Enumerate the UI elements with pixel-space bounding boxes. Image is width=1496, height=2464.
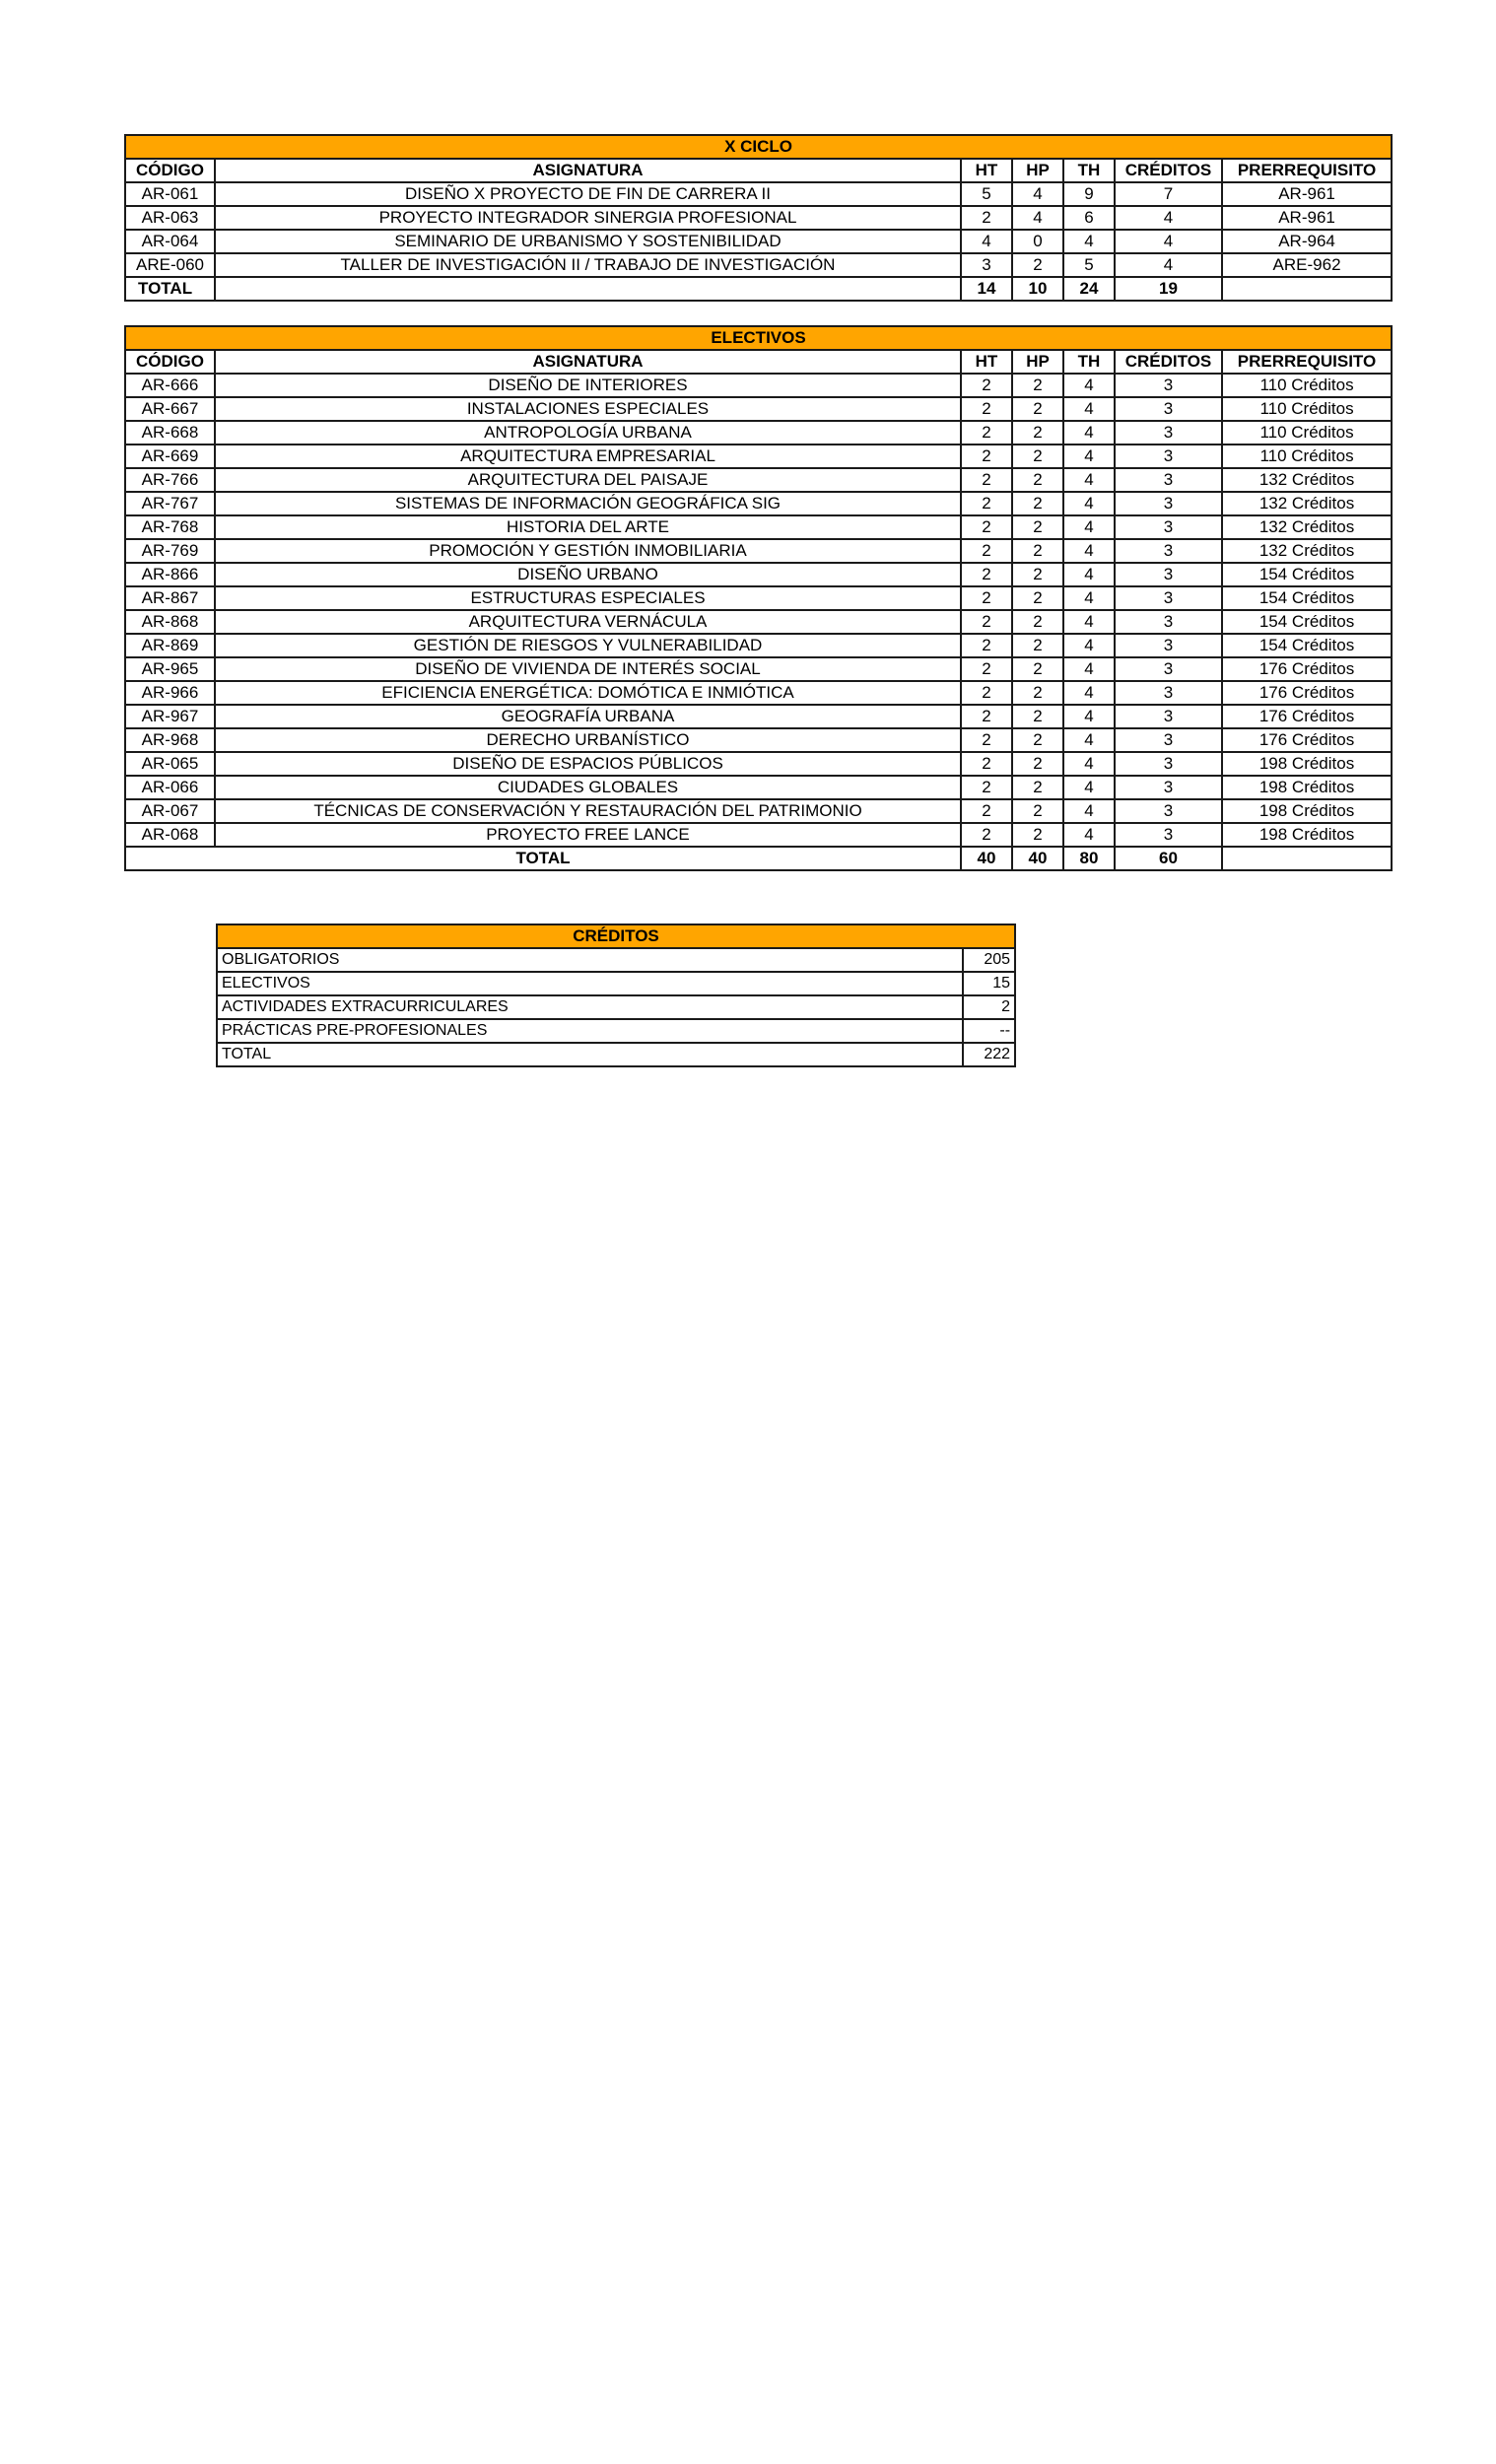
- asignatura-cell: DISEÑO DE INTERIORES: [215, 374, 961, 397]
- ht-cell: 2: [961, 823, 1012, 847]
- creditos-cell: 3: [1115, 563, 1222, 586]
- codigo-cell: AR-967: [125, 705, 215, 728]
- th-cell: 4: [1063, 823, 1115, 847]
- electivos-title: ELECTIVOS: [125, 326, 1392, 350]
- th-cell: 4: [1063, 397, 1115, 421]
- creditos-label-cell: TOTAL: [217, 1043, 963, 1066]
- total-th: 24: [1063, 277, 1115, 301]
- creditos-label-cell: ACTIVIDADES EXTRACURRICULARES: [217, 995, 963, 1019]
- header-asignatura: ASIGNATURA: [215, 350, 961, 374]
- hp-cell: 2: [1012, 586, 1063, 610]
- prerrequisito-cell: 176 Créditos: [1222, 681, 1392, 705]
- table-row: [125, 421, 1392, 445]
- table-title-row: [217, 924, 1015, 948]
- ht-cell: 4: [961, 230, 1012, 253]
- th-cell: 4: [1063, 610, 1115, 634]
- total-hp: 10: [1012, 277, 1063, 301]
- table-row: [217, 948, 1015, 972]
- hp-cell: 2: [1012, 468, 1063, 492]
- creditos-cell: 3: [1115, 657, 1222, 681]
- creditos-cell: 3: [1115, 445, 1222, 468]
- header-th: TH: [1063, 350, 1115, 374]
- codigo-cell: AR-067: [125, 799, 215, 823]
- ht-cell: 2: [961, 776, 1012, 799]
- hp-cell: 2: [1012, 445, 1063, 468]
- table-row: [125, 705, 1392, 728]
- total-creditos: 60: [1115, 847, 1222, 870]
- hp-cell: 4: [1012, 182, 1063, 206]
- prerrequisito-cell: 198 Créditos: [1222, 776, 1392, 799]
- creditos-value-cell: 2: [963, 995, 1015, 1019]
- header-codigo: CÓDIGO: [125, 159, 215, 182]
- hp-cell: 2: [1012, 657, 1063, 681]
- prerrequisito-cell: 176 Créditos: [1222, 728, 1392, 752]
- asignatura-cell: ESTRUCTURAS ESPECIALES: [215, 586, 961, 610]
- prerrequisito-cell: AR-961: [1222, 206, 1392, 230]
- table-row: [125, 634, 1392, 657]
- th-cell: 4: [1063, 776, 1115, 799]
- table-row: [217, 1043, 1015, 1066]
- header-prerrequisito: PRERREQUISITO: [1222, 350, 1392, 374]
- ht-cell: 2: [961, 657, 1012, 681]
- ht-cell: 5: [961, 182, 1012, 206]
- codigo-cell: AR-767: [125, 492, 215, 515]
- th-cell: 4: [1063, 657, 1115, 681]
- asignatura-cell: PROYECTO INTEGRADOR SINERGIA PROFESIONAL: [215, 206, 961, 230]
- codigo-cell: AR-065: [125, 752, 215, 776]
- prerrequisito-cell: 110 Créditos: [1222, 445, 1392, 468]
- ht-cell: 2: [961, 468, 1012, 492]
- th-cell: 4: [1063, 492, 1115, 515]
- creditos-cell: 7: [1115, 182, 1222, 206]
- asignatura-cell: DISEÑO DE VIVIENDA DE INTERÉS SOCIAL: [215, 657, 961, 681]
- table-row: [125, 515, 1392, 539]
- prerrequisito-cell: ARE-962: [1222, 253, 1392, 277]
- table-row: [125, 752, 1392, 776]
- ht-cell: 2: [961, 752, 1012, 776]
- creditos-value-cell: --: [963, 1019, 1015, 1043]
- asignatura-cell: DISEÑO X PROYECTO DE FIN DE CARRERA II: [215, 182, 961, 206]
- codigo-cell: AR-769: [125, 539, 215, 563]
- asignatura-cell: ANTROPOLOGÍA URBANA: [215, 421, 961, 445]
- header-creditos: CRÉDITOS: [1115, 159, 1222, 182]
- table-row: [125, 728, 1392, 752]
- th-cell: 4: [1063, 681, 1115, 705]
- table-row: [125, 823, 1392, 847]
- prerrequisito-cell: 110 Créditos: [1222, 374, 1392, 397]
- total-creditos: 19: [1115, 277, 1222, 301]
- creditos-cell: 3: [1115, 421, 1222, 445]
- creditos-cell: 3: [1115, 468, 1222, 492]
- creditos-cell: 3: [1115, 728, 1222, 752]
- table-title-row: [125, 135, 1392, 159]
- th-cell: 4: [1063, 539, 1115, 563]
- table-row: [125, 374, 1392, 397]
- table-row: [217, 972, 1015, 995]
- asignatura-cell: DISEÑO URBANO: [215, 563, 961, 586]
- creditos-title: CRÉDITOS: [217, 924, 1015, 948]
- total-row: [125, 277, 1392, 301]
- header-hp: HP: [1012, 159, 1063, 182]
- asignatura-cell: ARQUITECTURA VERNÁCULA: [215, 610, 961, 634]
- asignatura-cell: PROYECTO FREE LANCE: [215, 823, 961, 847]
- ht-cell: 2: [961, 374, 1012, 397]
- prerrequisito-cell: AR-961: [1222, 182, 1392, 206]
- creditos-cell: 3: [1115, 397, 1222, 421]
- creditos-cell: 3: [1115, 799, 1222, 823]
- header-creditos: CRÉDITOS: [1115, 350, 1222, 374]
- asignatura-cell: SEMINARIO DE URBANISMO Y SOSTENIBILIDAD: [215, 230, 961, 253]
- header-codigo: CÓDIGO: [125, 350, 215, 374]
- ht-cell: 2: [961, 705, 1012, 728]
- table-row: [125, 468, 1392, 492]
- table-title-row: [125, 326, 1392, 350]
- ht-cell: 2: [961, 610, 1012, 634]
- table-row: [125, 657, 1392, 681]
- codigo-cell: AR-667: [125, 397, 215, 421]
- hp-cell: 2: [1012, 634, 1063, 657]
- ht-cell: 2: [961, 539, 1012, 563]
- electivos-body: [125, 374, 1392, 847]
- table-row: [125, 681, 1392, 705]
- hp-cell: 2: [1012, 374, 1063, 397]
- table-row: [217, 995, 1015, 1019]
- th-cell: 4: [1063, 421, 1115, 445]
- table-row: [125, 253, 1392, 277]
- hp-cell: 2: [1012, 823, 1063, 847]
- table-row: [125, 206, 1392, 230]
- creditos-label-cell: ELECTIVOS: [217, 972, 963, 995]
- header-th: TH: [1063, 159, 1115, 182]
- prerrequisito-cell: 132 Créditos: [1222, 515, 1392, 539]
- creditos-value-cell: 15: [963, 972, 1015, 995]
- th-cell: 4: [1063, 468, 1115, 492]
- th-cell: 9: [1063, 182, 1115, 206]
- ht-cell: 2: [961, 492, 1012, 515]
- prerrequisito-cell: 110 Créditos: [1222, 421, 1392, 445]
- creditos-value-cell: 205: [963, 948, 1015, 972]
- table-row: [125, 586, 1392, 610]
- asignatura-cell: GESTIÓN DE RIESGOS Y VULNERABILIDAD: [215, 634, 961, 657]
- x-ciclo-body: [125, 182, 1392, 277]
- codigo-cell: AR-965: [125, 657, 215, 681]
- codigo-cell: AR-968: [125, 728, 215, 752]
- th-cell: 4: [1063, 586, 1115, 610]
- th-cell: 4: [1063, 705, 1115, 728]
- creditos-cell: 3: [1115, 681, 1222, 705]
- creditos-cell: 3: [1115, 374, 1222, 397]
- total-ht: 40: [961, 847, 1012, 870]
- table-row: [125, 539, 1392, 563]
- total-row: [125, 847, 1392, 870]
- codigo-cell: AR-867: [125, 586, 215, 610]
- th-cell: 6: [1063, 206, 1115, 230]
- asignatura-cell: INSTALACIONES ESPECIALES: [215, 397, 961, 421]
- prerrequisito-cell: 154 Créditos: [1222, 563, 1392, 586]
- hp-cell: 2: [1012, 681, 1063, 705]
- codigo-cell: AR-061: [125, 182, 215, 206]
- total-th: 80: [1063, 847, 1115, 870]
- creditos-cell: 3: [1115, 539, 1222, 563]
- creditos-cell: 3: [1115, 586, 1222, 610]
- prerrequisito-cell: 132 Créditos: [1222, 492, 1392, 515]
- hp-cell: 2: [1012, 799, 1063, 823]
- prerrequisito-cell: 198 Créditos: [1222, 752, 1392, 776]
- hp-cell: 0: [1012, 230, 1063, 253]
- ht-cell: 2: [961, 681, 1012, 705]
- ht-cell: 2: [961, 799, 1012, 823]
- asignatura-cell: EFICIENCIA ENERGÉTICA: DOMÓTICA E INMIÓTICA: [215, 681, 961, 705]
- ht-cell: 2: [961, 634, 1012, 657]
- prerrequisito-cell: 176 Créditos: [1222, 657, 1392, 681]
- ht-cell: 2: [961, 206, 1012, 230]
- total-empty: [215, 277, 961, 301]
- prerrequisito-cell: 154 Créditos: [1222, 610, 1392, 634]
- th-cell: 4: [1063, 752, 1115, 776]
- codigo-cell: AR-868: [125, 610, 215, 634]
- codigo-cell: AR-766: [125, 468, 215, 492]
- th-cell: 4: [1063, 230, 1115, 253]
- th-cell: 4: [1063, 563, 1115, 586]
- prerrequisito-cell: 110 Créditos: [1222, 397, 1392, 421]
- th-cell: 5: [1063, 253, 1115, 277]
- total-prerrequisito-empty: [1222, 847, 1392, 870]
- ht-cell: 2: [961, 421, 1012, 445]
- codigo-cell: AR-668: [125, 421, 215, 445]
- asignatura-cell: GEOGRAFÍA URBANA: [215, 705, 961, 728]
- table-row: [125, 230, 1392, 253]
- creditos-value-cell: 222: [963, 1043, 1015, 1066]
- total-prerrequisito-empty: [1222, 277, 1392, 301]
- codigo-cell: AR-063: [125, 206, 215, 230]
- x-ciclo-table: [124, 134, 1393, 302]
- creditos-cell: 4: [1115, 230, 1222, 253]
- creditos-cell: 4: [1115, 253, 1222, 277]
- creditos-cell: 3: [1115, 776, 1222, 799]
- creditos-cell: 3: [1115, 515, 1222, 539]
- ht-cell: 2: [961, 728, 1012, 752]
- creditos-cell: 3: [1115, 492, 1222, 515]
- creditos-body: [217, 948, 1015, 1066]
- codigo-cell: AR-066: [125, 776, 215, 799]
- th-cell: 4: [1063, 515, 1115, 539]
- header-row: [125, 159, 1392, 182]
- hp-cell: 2: [1012, 421, 1063, 445]
- table-row: [125, 799, 1392, 823]
- prerrequisito-cell: 132 Créditos: [1222, 468, 1392, 492]
- header-prerrequisito: PRERREQUISITO: [1222, 159, 1392, 182]
- codigo-cell: AR-869: [125, 634, 215, 657]
- hp-cell: 2: [1012, 563, 1063, 586]
- table-row: [125, 397, 1392, 421]
- hp-cell: 2: [1012, 515, 1063, 539]
- total-hp: 40: [1012, 847, 1063, 870]
- th-cell: 4: [1063, 799, 1115, 823]
- prerrequisito-cell: 154 Créditos: [1222, 586, 1392, 610]
- hp-cell: 4: [1012, 206, 1063, 230]
- asignatura-cell: DISEÑO DE ESPACIOS PÚBLICOS: [215, 752, 961, 776]
- prerrequisito-cell: 154 Créditos: [1222, 634, 1392, 657]
- ht-cell: 2: [961, 445, 1012, 468]
- hp-cell: 2: [1012, 776, 1063, 799]
- hp-cell: 2: [1012, 397, 1063, 421]
- header-asignatura: ASIGNATURA: [215, 159, 961, 182]
- hp-cell: 2: [1012, 728, 1063, 752]
- creditos-cell: 3: [1115, 705, 1222, 728]
- hp-cell: 2: [1012, 539, 1063, 563]
- table-row: [125, 445, 1392, 468]
- codigo-cell: AR-669: [125, 445, 215, 468]
- ht-cell: 2: [961, 397, 1012, 421]
- electivos-table: [124, 325, 1393, 871]
- table-row: [125, 563, 1392, 586]
- table-row: [125, 492, 1392, 515]
- total-ht: 14: [961, 277, 1012, 301]
- codigo-cell: AR-068: [125, 823, 215, 847]
- th-cell: 4: [1063, 728, 1115, 752]
- asignatura-cell: TALLER DE INVESTIGACIÓN II / TRABAJO DE INVESTIGACIÓN: [215, 253, 961, 277]
- header-ht: HT: [961, 350, 1012, 374]
- asignatura-cell: CIUDADES GLOBALES: [215, 776, 961, 799]
- creditos-cell: 4: [1115, 206, 1222, 230]
- creditos-cell: 3: [1115, 634, 1222, 657]
- creditos-summary-table: [216, 924, 1016, 1067]
- hp-cell: 2: [1012, 253, 1063, 277]
- th-cell: 4: [1063, 374, 1115, 397]
- th-cell: 4: [1063, 634, 1115, 657]
- header-row: [125, 350, 1392, 374]
- hp-cell: 2: [1012, 705, 1063, 728]
- asignatura-cell: HISTORIA DEL ARTE: [215, 515, 961, 539]
- total-label: TOTAL: [125, 847, 961, 870]
- creditos-cell: 3: [1115, 610, 1222, 634]
- ht-cell: 2: [961, 563, 1012, 586]
- table-row: [217, 1019, 1015, 1043]
- total-label: TOTAL: [125, 277, 215, 301]
- codigo-cell: AR-666: [125, 374, 215, 397]
- prerrequisito-cell: AR-964: [1222, 230, 1392, 253]
- asignatura-cell: DERECHO URBANÍSTICO: [215, 728, 961, 752]
- hp-cell: 2: [1012, 610, 1063, 634]
- creditos-cell: 3: [1115, 752, 1222, 776]
- table-row: [125, 776, 1392, 799]
- asignatura-cell: ARQUITECTURA EMPRESARIAL: [215, 445, 961, 468]
- codigo-cell: AR-866: [125, 563, 215, 586]
- table-row: [125, 182, 1392, 206]
- prerrequisito-cell: 198 Créditos: [1222, 799, 1392, 823]
- hp-cell: 2: [1012, 752, 1063, 776]
- hp-cell: 2: [1012, 492, 1063, 515]
- prerrequisito-cell: 132 Créditos: [1222, 539, 1392, 563]
- codigo-cell: AR-064: [125, 230, 215, 253]
- asignatura-cell: PROMOCIÓN Y GESTIÓN INMOBILIARIA: [215, 539, 961, 563]
- creditos-label-cell: PRÁCTICAS PRE-PROFESIONALES: [217, 1019, 963, 1043]
- table-row: [125, 610, 1392, 634]
- prerrequisito-cell: 198 Créditos: [1222, 823, 1392, 847]
- header-hp: HP: [1012, 350, 1063, 374]
- header-ht: HT: [961, 159, 1012, 182]
- ht-cell: 3: [961, 253, 1012, 277]
- creditos-cell: 3: [1115, 823, 1222, 847]
- asignatura-cell: TÉCNICAS DE CONSERVACIÓN Y RESTAURACIÓN DEL PATRIMONIO: [215, 799, 961, 823]
- x-ciclo-title: X CICLO: [125, 135, 1392, 159]
- asignatura-cell: ARQUITECTURA DEL PAISAJE: [215, 468, 961, 492]
- ht-cell: 2: [961, 586, 1012, 610]
- codigo-cell: ARE-060: [125, 253, 215, 277]
- ht-cell: 2: [961, 515, 1012, 539]
- prerrequisito-cell: 176 Créditos: [1222, 705, 1392, 728]
- th-cell: 4: [1063, 445, 1115, 468]
- asignatura-cell: SISTEMAS DE INFORMACIÓN GEOGRÁFICA SIG: [215, 492, 961, 515]
- creditos-label-cell: OBLIGATORIOS: [217, 948, 963, 972]
- codigo-cell: AR-966: [125, 681, 215, 705]
- codigo-cell: AR-768: [125, 515, 215, 539]
